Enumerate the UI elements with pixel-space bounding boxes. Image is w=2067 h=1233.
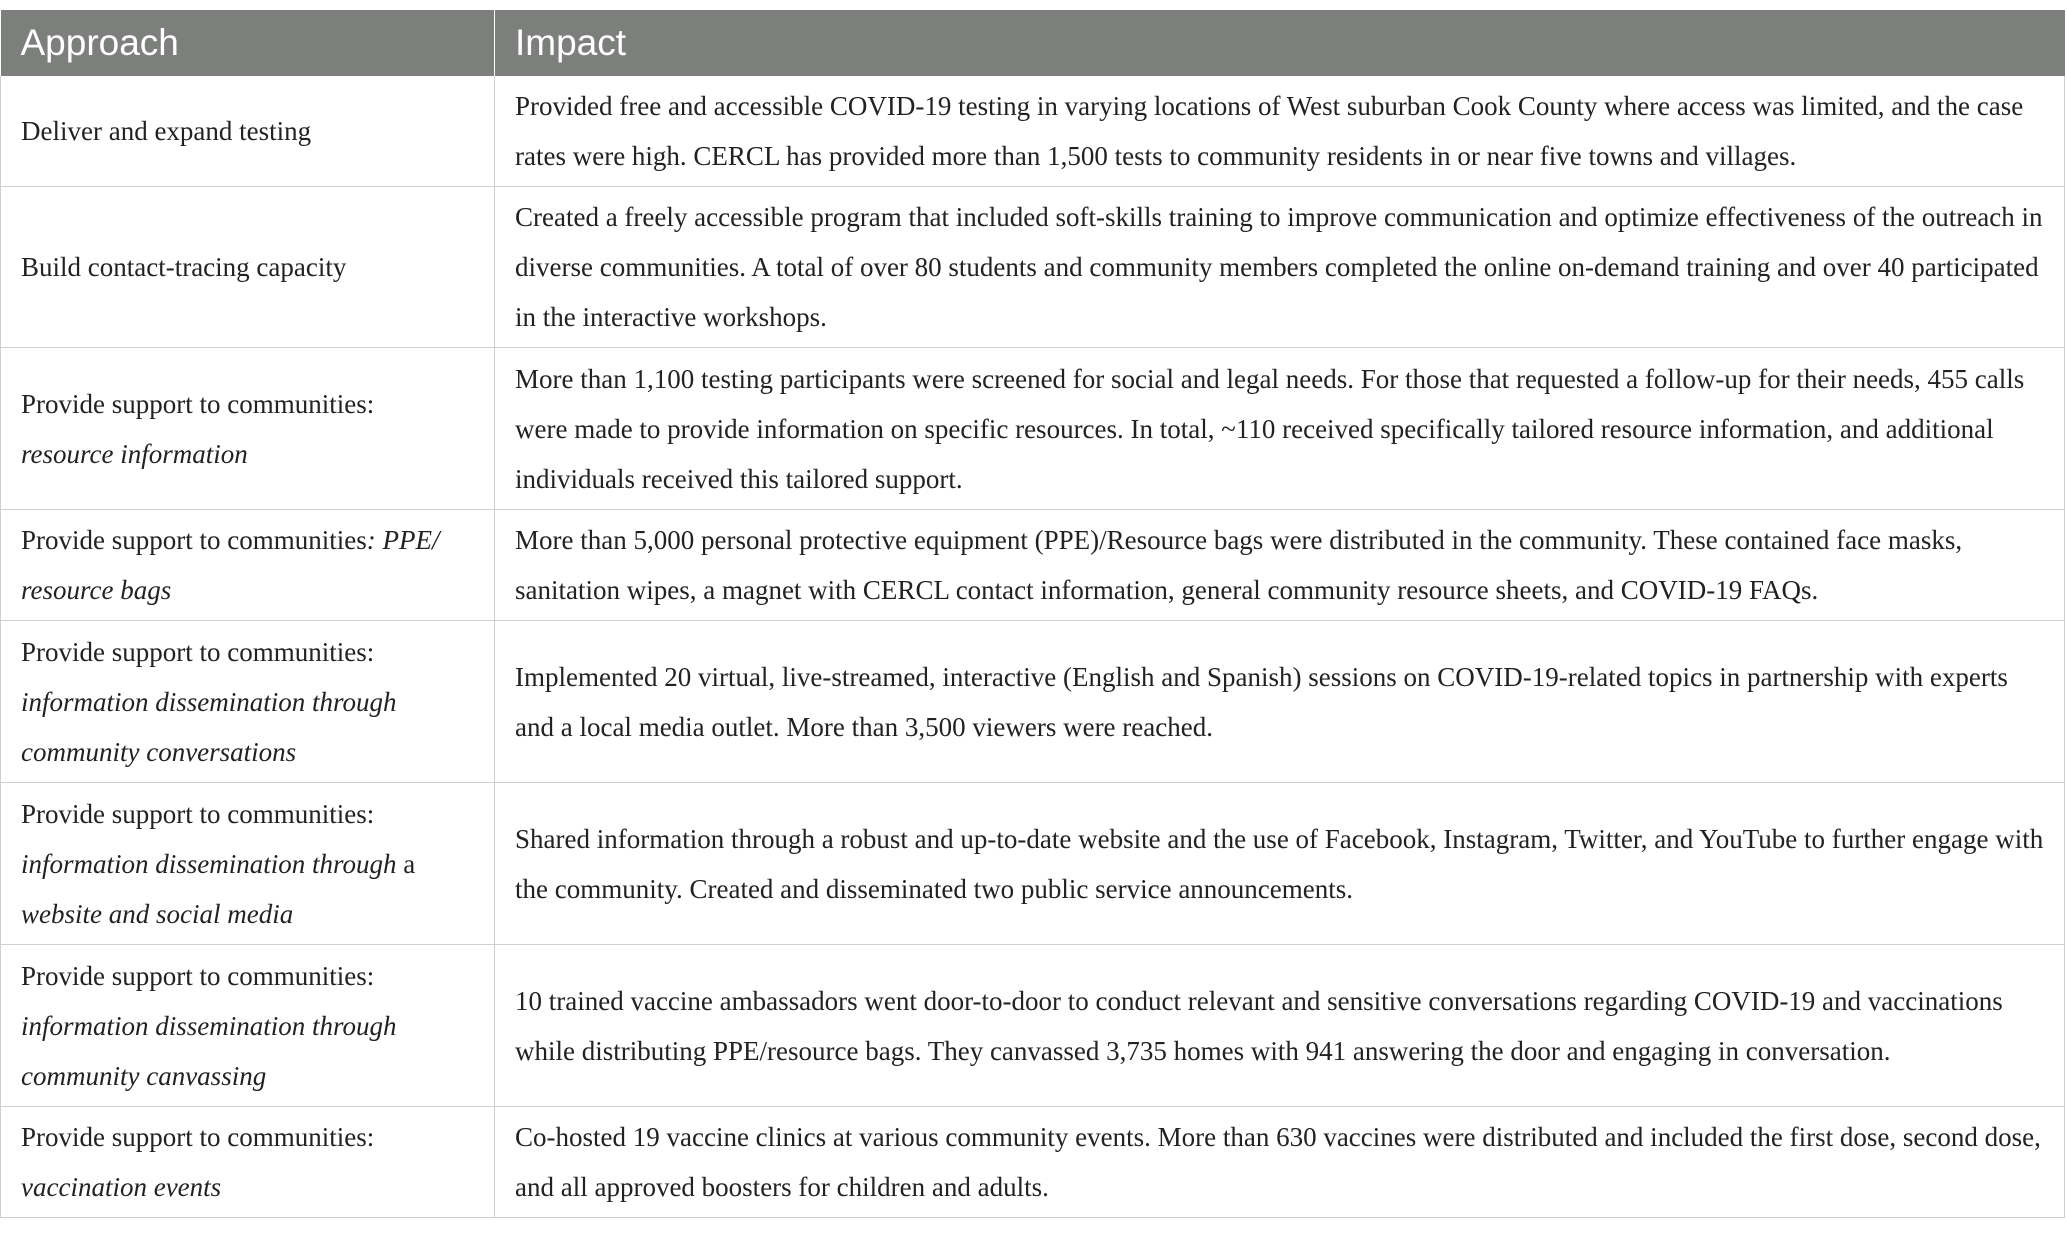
approach-italic-text: information dissemination through community conversations [21, 686, 397, 767]
impact-cell: Provided free and accessible COVID-19 testing in varying locations of West suburban Cook County where access was limited, and the case rates were high. CERCL has provided more than 1,500 tests to community residents in or near five towns and villages. [495, 76, 2065, 187]
approach-cell [1, 945, 495, 1107]
impact-cell: Created a freely accessible program that included soft-skills training to improve communication and optimize effectiveness of the outreach in diverse communities. A total of over 80 students and community members completed the online on-demand training and over 40 participated in the interactive workshops. [495, 187, 2065, 348]
approach-cell [1, 187, 495, 348]
table-header-row [1, 10, 2065, 76]
approach-italic-text: resource information [21, 438, 248, 469]
approach-impact-table [0, 10, 2065, 1218]
table-row [1, 945, 2065, 1107]
approach-text: Deliver and expand testing [21, 116, 312, 146]
table-row [1, 1107, 2065, 1218]
approach-italic-text: vaccination events [21, 1172, 222, 1202]
approach-cell [1, 1107, 495, 1218]
approach-italic-text: information dissemination through community canvassing [21, 1010, 397, 1091]
impact-cell: More than 1,100 testing participants were screened for social and legal needs. For those that requested a follow-up for their needs, 455 calls were made to provide information on specific resources. In total, ~110 received specifically tailored resource information, and additional individuals received this tailored support. [495, 348, 2065, 510]
approach-cell [1, 348, 495, 510]
impact-cell: Shared information through a robust and up-to-date website and the use of Facebook, Instagram, Twitter, and YouTube to further engage with the community. Created and disseminated two public service announcements. [495, 783, 2065, 945]
approach-cell [1, 783, 495, 945]
approach-italic-text: : PPE/ resource bags [21, 525, 440, 605]
table-row [1, 510, 2065, 621]
approach-tail-text: a [396, 848, 416, 879]
approach-text: Build contact-tracing capacity [21, 252, 347, 282]
table-row [1, 621, 2065, 783]
approach-cell [1, 621, 495, 783]
table-row [1, 348, 2065, 510]
table-row [1, 76, 2065, 187]
approach-cell [1, 510, 495, 621]
approach-italic-text: information dissemination through [21, 848, 397, 879]
impact-cell: More than 5,000 personal protective equipment (PPE)/Resource bags were distributed in the community. These contained face masks, sanitation wipes, a magnet with CERCL contact information, general community resource sheets, and COVID-19 FAQs. [495, 510, 2065, 621]
table-row [1, 187, 2065, 348]
approach-italic-text-2: website and social media [21, 898, 294, 929]
header-impact: Impact [495, 10, 2065, 76]
approach-text: Provide support to communities: [21, 388, 375, 419]
table-row [1, 783, 2065, 945]
approach-text: Provide support to communities: [21, 1122, 375, 1152]
impact-cell: Implemented 20 virtual, live-streamed, interactive (English and Spanish) sessions on COVID-19-related topics in partnership with experts and a local media outlet. More than 3,500 viewers were reached. [495, 621, 2065, 783]
impact-cell: 10 trained vaccine ambassadors went door-to-door to conduct relevant and sensitive conversations regarding COVID-19 and vaccinations while distributing PPE/resource bags. They canvassed 3,735 homes with 941 answering the door and engaging in conversation. [495, 945, 2065, 1107]
header-approach: Approach [1, 10, 495, 76]
impact-cell: Co-hosted 19 vaccine clinics at various community events. More than 630 vaccines were distributed and included the first dose, second dose, and all approved boosters for children and adults. [495, 1107, 2065, 1218]
approach-cell [1, 76, 495, 187]
approach-text: Provide support to communities: [21, 636, 375, 667]
approach-text: Provide support to communities: [21, 798, 375, 829]
approach-text: Provide support to communities: [21, 960, 375, 991]
approach-text: Provide support to communities [21, 525, 367, 555]
